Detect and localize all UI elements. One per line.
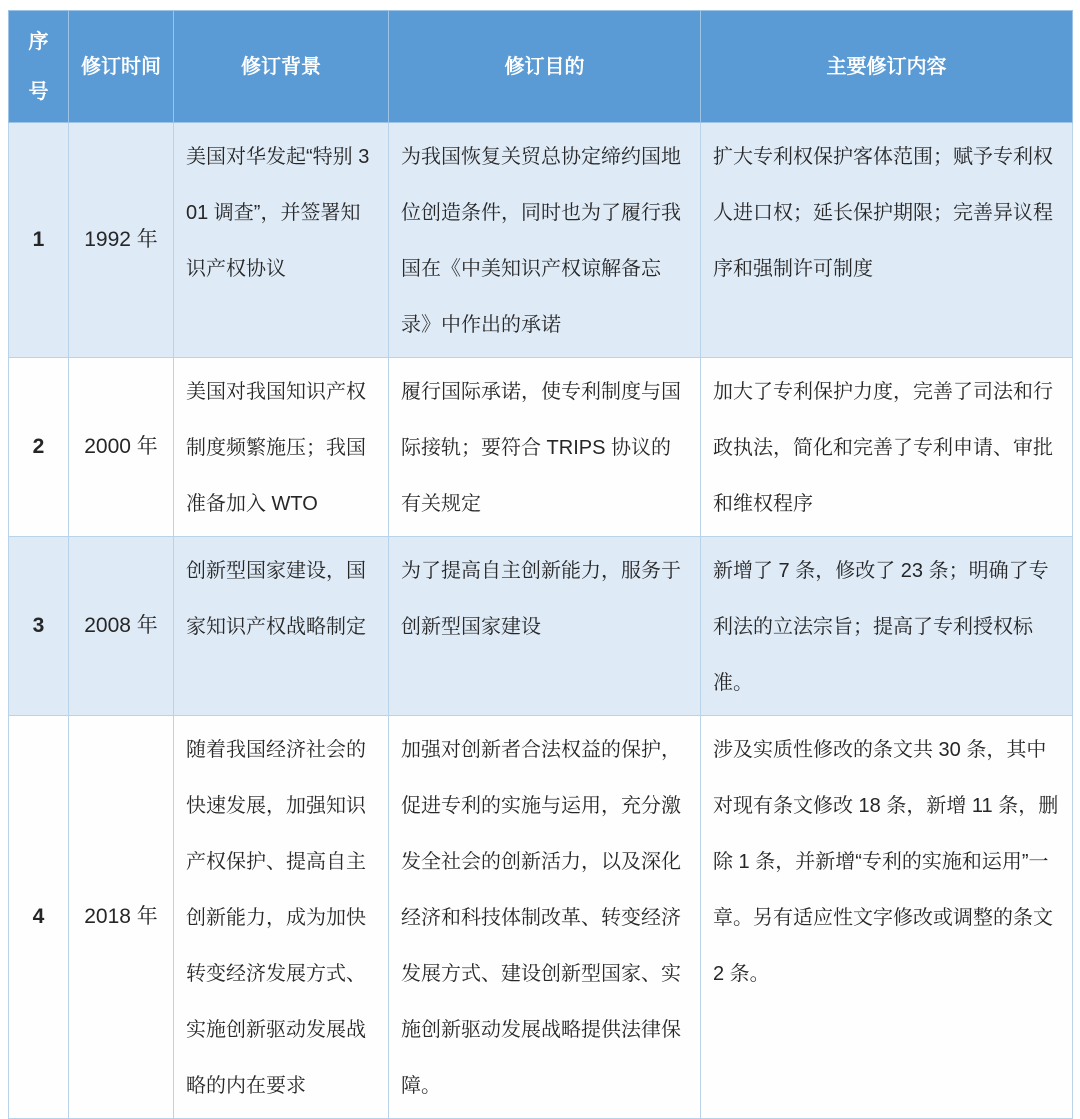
cell-background: 美国对华发起“特别 301 调查”，并签署知识产权协议 — [174, 123, 389, 358]
cell-time: 2000 年 — [69, 358, 174, 537]
cell-index: 4 — [9, 716, 69, 1119]
column-header-time: 修订时间 — [69, 11, 174, 123]
cell-index: 2 — [9, 358, 69, 537]
cell-index: 3 — [9, 537, 69, 716]
cell-content: 加大了专利保护力度，完善了司法和行政执法，简化和完善了专利申请、审批和维权程序 — [701, 358, 1073, 537]
cell-background: 随着我国经济社会的快速发展，加强知识产权保护、提高自主创新能力，成为加快转变经济发展方式、实施创新驱动发展战略的内在要求 — [174, 716, 389, 1119]
cell-purpose: 加强对创新者合法权益的保护，促进专利的实施与运用，充分激发全社会的创新活力，以及深化经济和科技体制改革、转变经济发展方式、建设创新型国家、实施创新驱动发展战略提供法律保障。 — [389, 716, 701, 1119]
cell-background: 美国对我国知识产权制度频繁施压；我国准备加入 WTO — [174, 358, 389, 537]
cell-time: 2018 年 — [69, 716, 174, 1119]
column-header-background: 修订背景 — [174, 11, 389, 123]
column-header-index: 序号 — [9, 11, 69, 123]
cell-background: 创新型国家建设，国家知识产权战略制定 — [174, 537, 389, 716]
table-row — [9, 537, 1073, 716]
cell-content: 新增了 7 条，修改了 23 条；明确了专利法的立法宗旨；提高了专利授权标准。 — [701, 537, 1073, 716]
table-row — [9, 358, 1073, 537]
cell-content: 涉及实质性修改的条文共 30 条，其中对现有条文修改 18 条，新增 11 条，删除 1 条，并新增“专利的实施和运用”一章。另有适应性文字修改或调整的条文 2 条。 — [701, 716, 1073, 1119]
cell-purpose: 为我国恢复关贸总协定缔约国地位创造条件，同时也为了履行我国在《中美知识产权谅解备忘录》中作出的承诺 — [389, 123, 701, 358]
cell-index: 1 — [9, 123, 69, 358]
column-header-content: 主要修订内容 — [701, 11, 1073, 123]
cell-time: 1992 年 — [69, 123, 174, 358]
cell-purpose: 履行国际承诺，使专利制度与国际接轨；要符合 TRIPS 协议的有关规定 — [389, 358, 701, 537]
cell-content: 扩大专利权保护客体范围；赋予专利权人进口权；延长保护期限；完善异议程序和强制许可制度 — [701, 123, 1073, 358]
table-row — [9, 123, 1073, 358]
table-row — [9, 716, 1073, 1119]
patent-law-revision-table — [8, 10, 1073, 1119]
cell-purpose: 为了提高自主创新能力，服务于创新型国家建设 — [389, 537, 701, 716]
header-row — [9, 11, 1073, 123]
column-header-purpose: 修订目的 — [389, 11, 701, 123]
cell-time: 2008 年 — [69, 537, 174, 716]
